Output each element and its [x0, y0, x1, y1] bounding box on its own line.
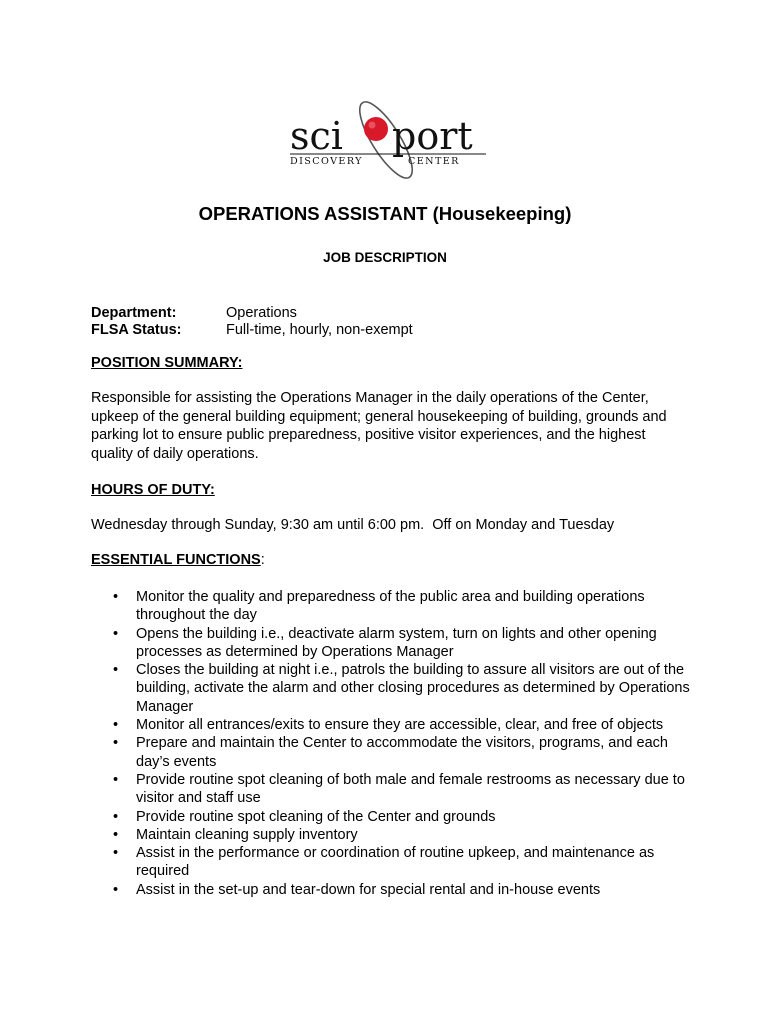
- bullet-icon: •: [113, 735, 119, 752]
- position-summary-heading: POSITION SUMMARY:: [91, 355, 243, 371]
- essential-functions-heading-text: ESSENTIAL FUNCTIONS: [91, 552, 261, 568]
- list-item: [91, 771, 691, 808]
- list-item-text: Monitor the quality and preparedness of the public area and building operations throughout the day: [136, 589, 645, 624]
- list-item: [91, 716, 691, 734]
- bullet-icon: •: [113, 881, 119, 898]
- hours-of-duty-text: Wednesday through Sunday, 9:30 am until 6:00 pm. Off on Monday and Tuesday: [91, 517, 615, 533]
- list-item: [91, 588, 691, 625]
- list-item: [91, 808, 691, 826]
- list-item: [91, 881, 691, 899]
- list-item-text: Provide routine spot cleaning of both male and female restrooms as necessary due to visitor and staff use: [136, 771, 685, 807]
- bullet-icon: •: [113, 625, 119, 642]
- field-label: FLSA Status:: [91, 322, 182, 338]
- list-item-text: Closes the building at night i.e., patrols the building to assure all visitors are out of the building, activate the alarm and other closing procedures as determined by Operations Manager: [136, 662, 690, 715]
- essential-functions-list: [91, 588, 691, 899]
- field-label: Department:: [91, 305, 177, 321]
- page-title: OPERATIONS ASSISTANT (Housekeeping): [198, 203, 572, 224]
- field-value: Operations: [226, 305, 297, 321]
- logo-tagline-discovery: DISCOVERY: [290, 156, 363, 167]
- list-item: [91, 826, 691, 844]
- list-item-text: Prepare and maintain the Center to accommodate the visitors, programs, and each day’s events: [136, 735, 668, 770]
- logo-word-port: port: [392, 114, 473, 158]
- list-item-text: Assist in the set-up and tear-down for special rental and in-house events: [136, 881, 601, 898]
- list-item: [91, 844, 691, 881]
- sciport-logo: [280, 92, 496, 192]
- list-item-text: Opens the building i.e., deactivate alarm system, turn on lights and other opening processes as determined by Operations Manager: [136, 625, 657, 660]
- bullet-icon: •: [113, 662, 119, 679]
- essential-functions-heading-suffix: :: [260, 552, 265, 568]
- logo-word-sci: sci: [290, 114, 343, 158]
- bullet-icon: •: [113, 845, 119, 862]
- list-item: [91, 661, 691, 716]
- logo-tagline-center: CENTER: [408, 156, 460, 167]
- list-item-text: Maintain cleaning supply inventory: [136, 826, 358, 843]
- page-subtitle: JOB DESCRIPTION: [323, 250, 447, 265]
- field-value: Full-time, hourly, non-exempt: [226, 322, 413, 338]
- bullet-icon: •: [113, 589, 119, 605]
- bullet-icon: •: [113, 826, 119, 843]
- hours-of-duty-heading: HOURS OF DUTY:: [91, 482, 215, 498]
- position-summary-text: Responsible for assisting the Operations Manager in the daily operations of the Center, upkeep of the general building equipment; general housekeeping of building, grounds and parking lot to ensure public preparedness, positive visitor experiences, and the highest quality of daily operations.: [91, 390, 667, 462]
- list-item: [91, 625, 691, 662]
- list-item-text: Monitor all entrances/exits to ensure they are accessible, clear, and free of objects: [136, 717, 664, 734]
- red-sphere-icon: [364, 117, 388, 141]
- list-item-text: Provide routine spot cleaning of the Center and grounds: [136, 808, 496, 825]
- bullet-icon: •: [113, 717, 119, 734]
- bullet-icon: •: [113, 771, 119, 788]
- essential-functions-heading: [91, 552, 265, 568]
- list-item: [91, 734, 691, 771]
- bullet-icon: •: [113, 808, 119, 825]
- list-item-text: Assist in the performance or coordination of routine upkeep, and maintenance as required: [136, 845, 655, 880]
